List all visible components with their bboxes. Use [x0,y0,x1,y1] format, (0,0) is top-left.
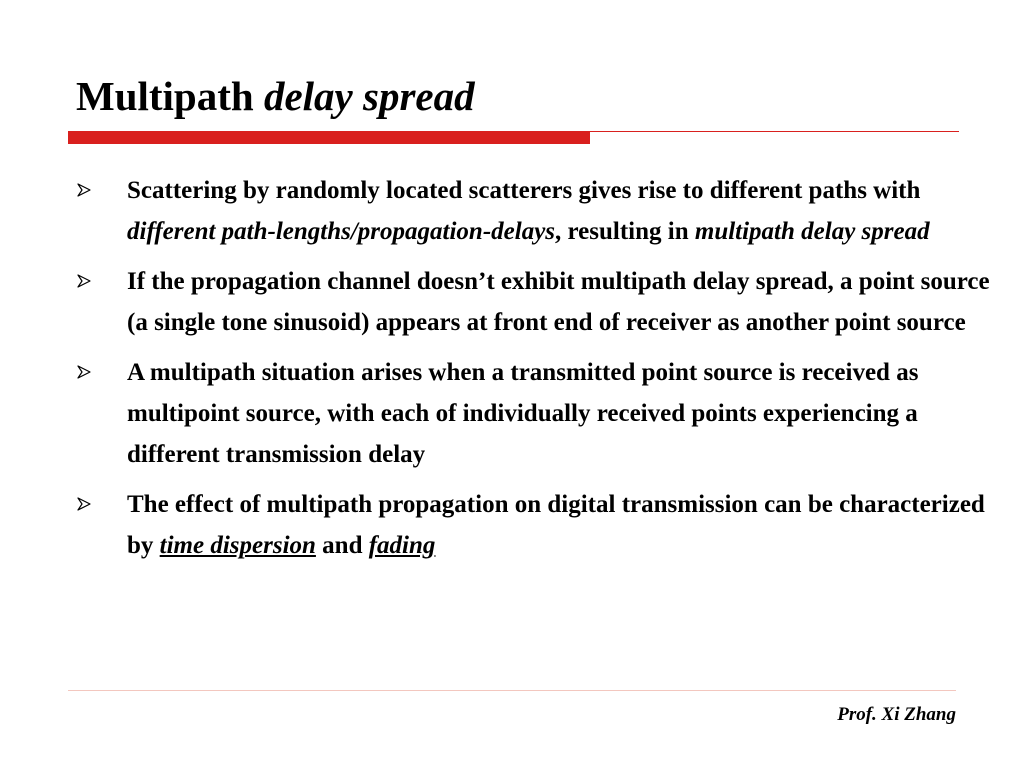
bullet-text-normal: , resulting in [555,218,695,245]
bullet-text-normal: The effect of multipath propagation on digital transmission can be characterized by [127,491,985,559]
slide-title [76,70,475,122]
arrowhead-bullet-icon [77,183,91,197]
bullet-item [76,484,996,566]
title-underline-thick [68,131,590,144]
title-italic: delay spread [263,73,475,119]
bullet-text-normal: A multipath situation arises when a transmitted point source is received as multipoint source, with each of individually received points experiencing a different transmission delay [127,359,919,468]
bullet-item [76,170,996,252]
bullet-text-normal: Scattering by randomly located scatterers gives rise to different paths with [127,177,921,204]
title-underline-thin [590,131,959,132]
bullet-list [76,170,996,575]
arrowhead-bullet-icon [77,274,91,288]
bullet-item [76,261,996,343]
bullet-text-italic-underline: time dispersion [159,532,316,559]
arrowhead-bullet-icon [77,365,91,379]
footer-divider [68,690,956,691]
title-main: Multipath [76,73,254,119]
bullet-text-normal: If the propagation channel doesn’t exhibit multipath delay spread, a point source (a single tone sinusoid) appears at front end of receiver as another point source [127,268,990,336]
bullet-text-italic-underline: fading [368,532,436,559]
arrowhead-bullet-icon [77,497,91,511]
bullet-text-italic: different path-lengths/propagation-delays [127,218,556,245]
bullet-text-normal: and [315,532,369,559]
footer-author: Prof. Xi Zhang [837,704,956,725]
bullet-text-italic: multipath delay spread [694,218,930,245]
bullet-item [76,352,996,475]
